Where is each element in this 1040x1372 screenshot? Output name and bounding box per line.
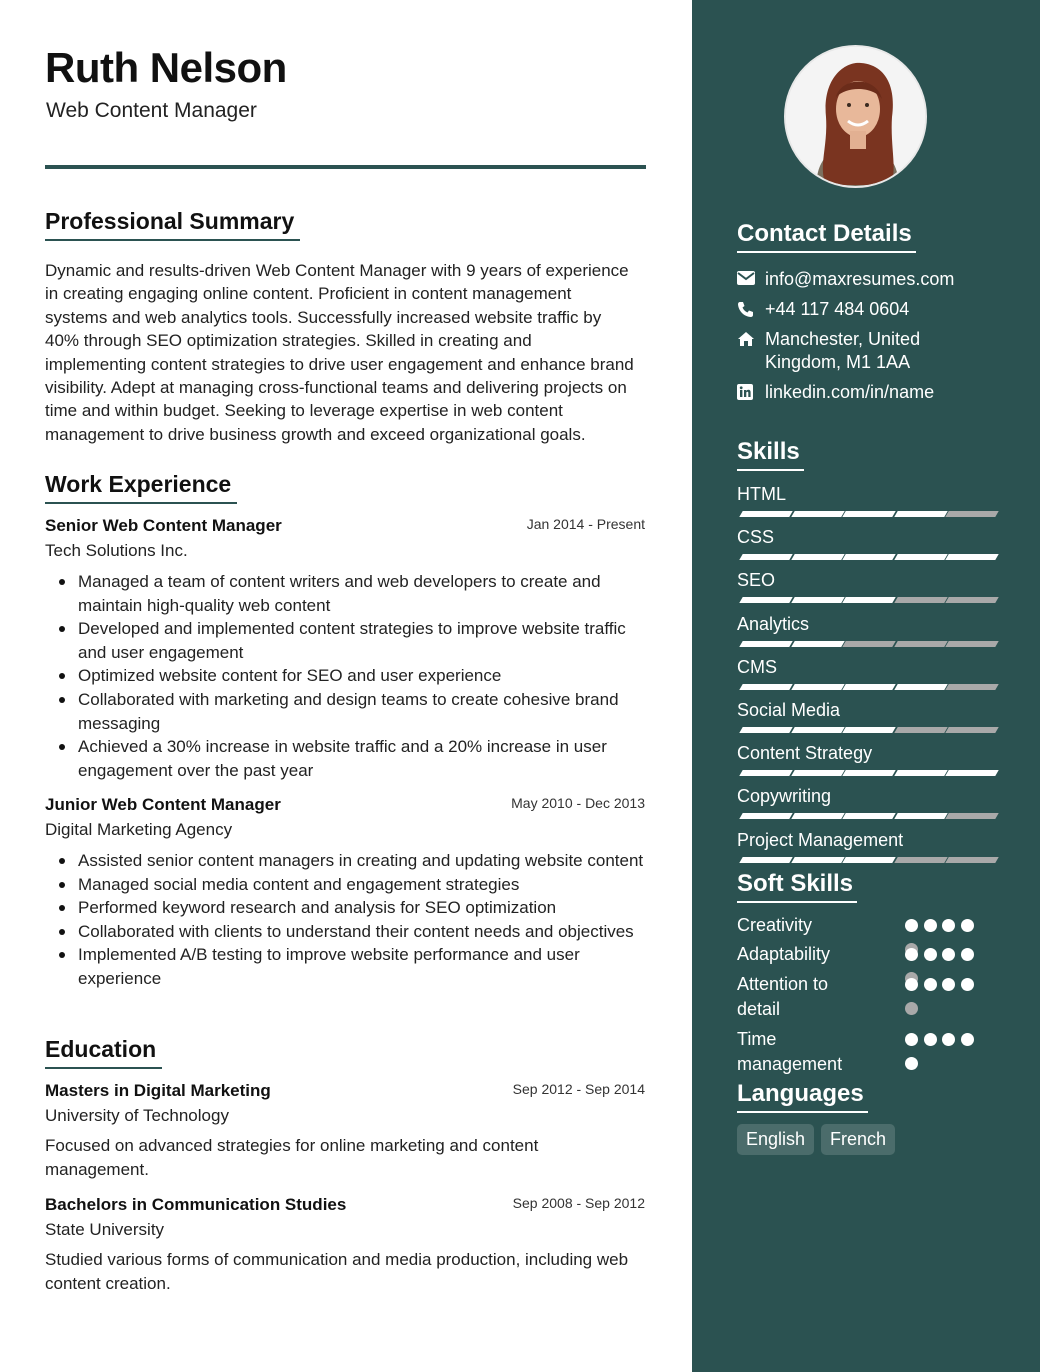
rating-dot-filled bbox=[961, 948, 974, 961]
linkedin-icon bbox=[737, 381, 765, 403]
skill-level-bar bbox=[737, 597, 993, 603]
job-company: Digital Marketing Agency bbox=[45, 820, 233, 839]
skill-segment-empty bbox=[842, 641, 895, 647]
bullet-item: Managed social media content and engagement strategies bbox=[45, 873, 645, 897]
skill-segment-empty bbox=[894, 641, 947, 647]
job-company: Tech Solutions Inc. bbox=[45, 541, 188, 560]
skill-segment-filled bbox=[739, 770, 792, 776]
skill-segment-empty bbox=[945, 857, 998, 863]
skill-segment-filled bbox=[739, 597, 792, 603]
skill-name: HTML bbox=[737, 484, 786, 504]
soft-skill-item bbox=[737, 942, 997, 967]
soft-skill-name: Creativity bbox=[737, 915, 813, 935]
degree: Bachelors in Communication Studies bbox=[45, 1195, 347, 1214]
soft-skills-heading: Soft Skills bbox=[737, 870, 857, 903]
skill-level-bar bbox=[737, 684, 993, 690]
skill-name: Analytics bbox=[737, 613, 810, 634]
education-description: Studied various forms of communication and media production, including web content creation. bbox=[45, 1250, 629, 1293]
profile-photo bbox=[784, 45, 927, 188]
skill-segment-filled bbox=[739, 727, 792, 733]
education-description: Focused on advanced strategies for online marketing and content management. bbox=[45, 1136, 539, 1179]
rating-dot-filled bbox=[905, 978, 918, 991]
skill-level-bar bbox=[737, 770, 993, 776]
skill-level-bar bbox=[737, 727, 993, 733]
skill-item bbox=[737, 743, 993, 763]
job-role: Junior Web Content Manager bbox=[45, 795, 281, 814]
skill-name: CSS bbox=[737, 527, 775, 548]
skill-item bbox=[737, 657, 993, 677]
skill-segment-filled bbox=[842, 813, 895, 819]
rating-dot-filled bbox=[905, 919, 918, 932]
bullet-item: Implemented A/B testing to improve website performance and user experience bbox=[45, 943, 645, 990]
skill-item bbox=[737, 527, 993, 547]
skill-segment-empty bbox=[945, 684, 998, 690]
education-entry bbox=[45, 1195, 645, 1296]
rating-dot-filled bbox=[924, 978, 937, 991]
summary-heading: Professional Summary bbox=[45, 208, 300, 241]
skill-segment-filled bbox=[842, 597, 895, 603]
skill-segment-filled bbox=[739, 511, 792, 517]
skill-name: SEO bbox=[737, 570, 776, 591]
skill-segment-filled bbox=[791, 857, 844, 863]
contact-linkedin[interactable]: linkedin.com/in/name bbox=[737, 381, 934, 404]
skill-item bbox=[737, 570, 993, 590]
sidebar bbox=[692, 0, 1040, 1372]
language-badge: French bbox=[821, 1124, 895, 1155]
education-heading: Education bbox=[45, 1036, 162, 1069]
skill-segment-empty bbox=[894, 597, 947, 603]
job-bullets bbox=[45, 849, 645, 991]
address-line: Manchester, United bbox=[765, 329, 921, 349]
skill-segment-filled bbox=[842, 770, 895, 776]
job-date: Jan 2014 - Present bbox=[526, 516, 645, 532]
candidate-name: Ruth Nelson bbox=[45, 44, 287, 91]
rating-dot-empty bbox=[905, 1002, 918, 1015]
header-divider bbox=[45, 165, 646, 169]
skill-segment-filled bbox=[842, 511, 895, 517]
rating-dot-filled bbox=[961, 1033, 974, 1046]
job-date: May 2010 - Dec 2013 bbox=[511, 795, 645, 811]
education-entry bbox=[45, 1081, 645, 1182]
skill-segment-filled bbox=[791, 684, 844, 690]
bullet-item: Managed a team of content writers and web developers to create and maintain high-quality web content bbox=[45, 570, 645, 617]
bullet-item: Achieved a 30% increase in website traffic and a 20% increase in user engagement over the past year bbox=[45, 735, 645, 782]
skill-segment-filled bbox=[842, 857, 895, 863]
skill-segment-filled bbox=[739, 641, 792, 647]
languages-heading: Languages bbox=[737, 1080, 868, 1113]
school: University of Technology bbox=[45, 1106, 229, 1125]
skill-item bbox=[737, 700, 993, 720]
rating-dot-filled bbox=[905, 1057, 918, 1070]
skill-segment-empty bbox=[945, 511, 998, 517]
bullet-item: Collaborated with clients to understand their content needs and objectives bbox=[45, 920, 645, 944]
skill-segment-filled bbox=[894, 554, 947, 560]
skill-segment-empty bbox=[945, 813, 998, 819]
skill-item bbox=[737, 484, 993, 504]
skill-segment-filled bbox=[791, 770, 844, 776]
soft-skill-name: Adaptability bbox=[737, 944, 831, 964]
rating-dot-filled bbox=[924, 1033, 937, 1046]
skill-segment-filled bbox=[739, 857, 792, 863]
skill-level-bar bbox=[737, 641, 993, 647]
skill-level-bar bbox=[737, 511, 993, 517]
soft-skill-rating bbox=[905, 1031, 985, 1071]
phone-icon bbox=[737, 298, 765, 320]
profile-photo-illustration bbox=[786, 47, 927, 188]
skill-segment-filled bbox=[842, 684, 895, 690]
skill-segment-filled bbox=[842, 554, 895, 560]
skill-name: Content Strategy bbox=[737, 743, 873, 764]
bullet-item: Performed keyword research and analysis for SEO optimization bbox=[45, 896, 645, 920]
contact-heading: Contact Details bbox=[737, 220, 916, 253]
skill-segment-filled bbox=[791, 554, 844, 560]
skill-segment-filled bbox=[894, 813, 947, 819]
skill-name: Copywriting bbox=[737, 786, 832, 807]
skill-segment-filled bbox=[894, 684, 947, 690]
candidate-title: Web Content Manager bbox=[46, 99, 257, 122]
skill-level-bar bbox=[737, 813, 993, 819]
job-role: Senior Web Content Manager bbox=[45, 516, 282, 535]
skill-segment-filled bbox=[842, 727, 895, 733]
soft-skill-rating bbox=[905, 976, 985, 1016]
skill-segment-filled bbox=[739, 684, 792, 690]
bullet-item: Assisted senior content managers in creating and updating website content bbox=[45, 849, 645, 873]
summary-text: Dynamic and results-driven Web Content Manager with 9 years of experience in creating engaging online content. Proficient in content management systems and web analytics tools. Successfully increased website traffic by 40% through SEO optimization strategies. Skilled in creating and implementing content strategies to drive user engagement and enhance brand visibility. Adept at managing cross-functional teams and delivering projects on time and within budget. Seeking to leverage expertise in web content management to drive business growth and exceed organizational goals. bbox=[45, 261, 634, 444]
bullet-item: Developed and implemented content strategies to improve website traffic and user engagement bbox=[45, 617, 645, 664]
contact-address bbox=[737, 328, 920, 374]
skill-segment-filled bbox=[945, 770, 998, 776]
job-entry bbox=[45, 795, 645, 991]
skill-segment-filled bbox=[791, 511, 844, 517]
job-entry bbox=[45, 516, 645, 782]
rating-dot-filled bbox=[905, 948, 918, 961]
skill-segment-filled bbox=[739, 554, 792, 560]
skill-segment-empty bbox=[894, 727, 947, 733]
rating-dot-filled bbox=[905, 1033, 918, 1046]
education-date: Sep 2008 - Sep 2012 bbox=[512, 1195, 645, 1211]
bullet-item: Collaborated with marketing and design teams to create cohesive brand messaging bbox=[45, 688, 645, 735]
skill-name: CMS bbox=[737, 656, 777, 677]
language-badge: English bbox=[737, 1124, 814, 1155]
envelope-icon bbox=[737, 268, 765, 290]
job-bullets bbox=[45, 570, 645, 782]
soft-skill-item bbox=[737, 1027, 997, 1076]
skill-segment-empty bbox=[894, 857, 947, 863]
rating-dot-filled bbox=[942, 1033, 955, 1046]
experience-heading: Work Experience bbox=[45, 471, 237, 504]
skill-segment-empty bbox=[945, 727, 998, 733]
skill-segment-empty bbox=[945, 597, 998, 603]
home-icon bbox=[737, 328, 765, 350]
address-line: Kingdom, M1 1AA bbox=[765, 352, 911, 372]
skill-name: Social Media bbox=[737, 700, 841, 720]
skill-item bbox=[737, 614, 993, 634]
skill-segment-filled bbox=[791, 597, 844, 603]
contact-phone[interactable]: +44 117 484 0604 bbox=[737, 298, 909, 321]
rating-dot-filled bbox=[942, 978, 955, 991]
soft-skill-item bbox=[737, 913, 997, 938]
soft-skill-item bbox=[737, 972, 997, 1021]
rating-dot-filled bbox=[961, 919, 974, 932]
rating-dot-filled bbox=[961, 978, 974, 991]
skills-heading: Skills bbox=[737, 438, 804, 471]
skill-item bbox=[737, 786, 993, 806]
skill-segment-filled bbox=[894, 770, 947, 776]
skill-level-bar bbox=[737, 554, 993, 560]
skill-segment-filled bbox=[739, 813, 792, 819]
rating-dot-filled bbox=[924, 919, 937, 932]
rating-dot-filled bbox=[942, 948, 955, 961]
skill-name: Project Management bbox=[737, 829, 904, 850]
rating-dot-filled bbox=[942, 919, 955, 932]
bullet-item: Optimized website content for SEO and user experience bbox=[45, 664, 645, 688]
soft-skill-name: Time management bbox=[737, 1029, 843, 1074]
education-date: Sep 2012 - Sep 2014 bbox=[512, 1081, 645, 1097]
skill-item bbox=[737, 830, 993, 850]
skill-level-bar bbox=[737, 857, 993, 863]
skill-segment-filled bbox=[945, 554, 998, 560]
rating-dot-filled bbox=[924, 948, 937, 961]
skill-segment-filled bbox=[791, 641, 844, 647]
skill-segment-filled bbox=[894, 511, 947, 517]
school: State University bbox=[45, 1220, 165, 1239]
degree: Masters in Digital Marketing bbox=[45, 1081, 271, 1100]
soft-skill-name: Attention to detail bbox=[737, 974, 829, 1019]
skill-segment-empty bbox=[945, 641, 998, 647]
skill-segment-filled bbox=[791, 727, 844, 733]
contact-email[interactable]: info@maxresumes.com bbox=[737, 268, 954, 291]
skill-segment-filled bbox=[791, 813, 844, 819]
